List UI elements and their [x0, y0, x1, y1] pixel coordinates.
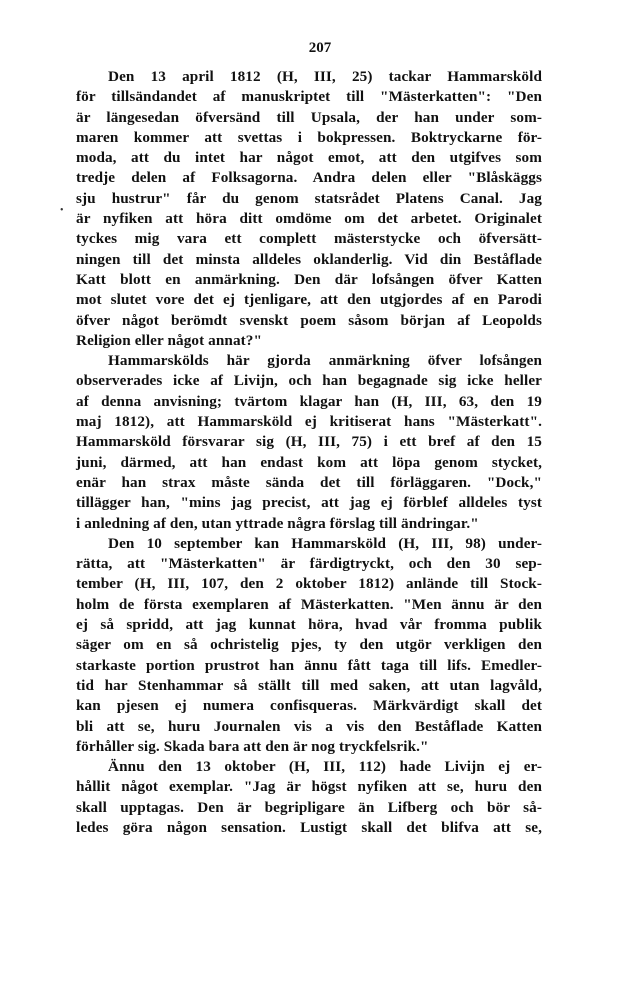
text-line: holm de första exemplaren af Mästerkatten. "Men ännu är den	[76, 595, 542, 613]
text-line: mot slutet vore det ej tjenligare, att den utgjordes af en Parodi	[76, 291, 542, 309]
text-line: bli att se, huru Journalen vis a vis den Beståflade Katten	[76, 717, 542, 735]
margin-speck: •	[60, 205, 64, 216]
text-line: ej så spridd, att jag kunnat höra, hvad vår fromma publik	[76, 616, 542, 634]
page-number: 207	[308, 40, 332, 56]
text-line: rätta, att "Mästerkatten" är färdigtryckt, och den 30 sep-	[76, 555, 542, 573]
text-line: hållit något exemplar. "Jag är högst nyfiken att se, huru den	[76, 778, 542, 796]
text-line: moda, att du intet har något emot, att den utgifves som	[76, 149, 542, 167]
text-line: för tillsändandet af manuskriptet till "Mästerkatten": "Den	[76, 88, 542, 106]
text-line: enär han strax måste sända det till förläggaren. "Dock,"	[76, 473, 542, 491]
text-line: Hammarskölds här gjorda anmärkning öfver lofsången	[108, 352, 542, 370]
text-line: tillägger han, "mins jag precist, att jag ej förblef alldeles tyst	[76, 494, 542, 512]
text-line: är längesedan öfversänd till Upsala, der han under som-	[76, 108, 542, 126]
text-line: är nyfiken att höra ditt omdöme om det arbetet. Originalet	[76, 210, 542, 228]
text-line: Ännu den 13 oktober (H, III, 112) hade Livijn ej er-	[108, 758, 542, 776]
text-line: ningen till det minsta alldeles oklanderlig. Vid din Beståflade	[76, 250, 542, 268]
text-line: tid har Stenhammar så ställt till med saken, att utan lagvåld,	[76, 676, 542, 694]
text-line: maj 1812), att Hammarsköld ej kritiserat hans "Mästerkatt".	[76, 413, 542, 431]
text-line: i anledning af den, utan yttrade några förslag till ändringar."	[76, 514, 479, 532]
text-line: Den 13 april 1812 (H, III, 25) tackar Hammarsköld	[108, 68, 542, 85]
text-line: Hammarsköld försvarar sig (H, III, 75) i ett bref af den 15	[76, 433, 542, 451]
text-line: sju hustrur" får du genom statsrådet Platens Canal. Jag	[76, 189, 542, 207]
text-line: Katt blott en anmärkning. Den där lofsången öfver Katten	[76, 270, 542, 288]
text-line: tyckes mig vara ett complett mästerstycke och öfversätt-	[76, 230, 542, 248]
text-line: skall upptagas. Den är begripligare än Lifberg och bör så-	[76, 798, 542, 816]
text-line: tember (H, III, 107, den 2 oktober 1812) anlände till Stock-	[76, 575, 542, 593]
text-line: kan pjesen ej numera confisqueras. Märkvärdigt skall det	[76, 697, 542, 715]
text-line: säger om en så ochristelig pjes, ty den utgör verkligen den	[76, 636, 542, 654]
text-line: Religion eller något annat?"	[76, 331, 263, 349]
text-line: maren kommer att svettas i bokpressen. Boktryckarne för-	[76, 128, 542, 146]
text-line: juni, därmed, att han endast kom att löpa genom stycket,	[76, 453, 542, 471]
text-line: ledes göra någon sensation. Lustigt skall det blifva att se,	[76, 818, 542, 836]
text-line: Den 10 september kan Hammarsköld (H, III, 98) under-	[108, 534, 542, 552]
body-text	[76, 67, 542, 838]
text-line: öfver något berömdt svenskt poem såsom början af Leopolds	[76, 311, 542, 329]
text-line: observerades icke af Livijn, och han begagnade sig icke heller	[76, 372, 542, 390]
text-line: af denna anvisning; tvärtom klagar han (H, III, 63, den 19	[76, 392, 542, 410]
text-line: tredje delen af Folksagorna. Andra delen eller "Blåskäggs	[76, 169, 542, 187]
text-line: starkaste portion prustrot han ännu fått taga till lifs. Emedler-	[76, 656, 542, 674]
text-line: förhåller sig. Skada bara att den är nog tryckfelsrik."	[76, 737, 429, 755]
